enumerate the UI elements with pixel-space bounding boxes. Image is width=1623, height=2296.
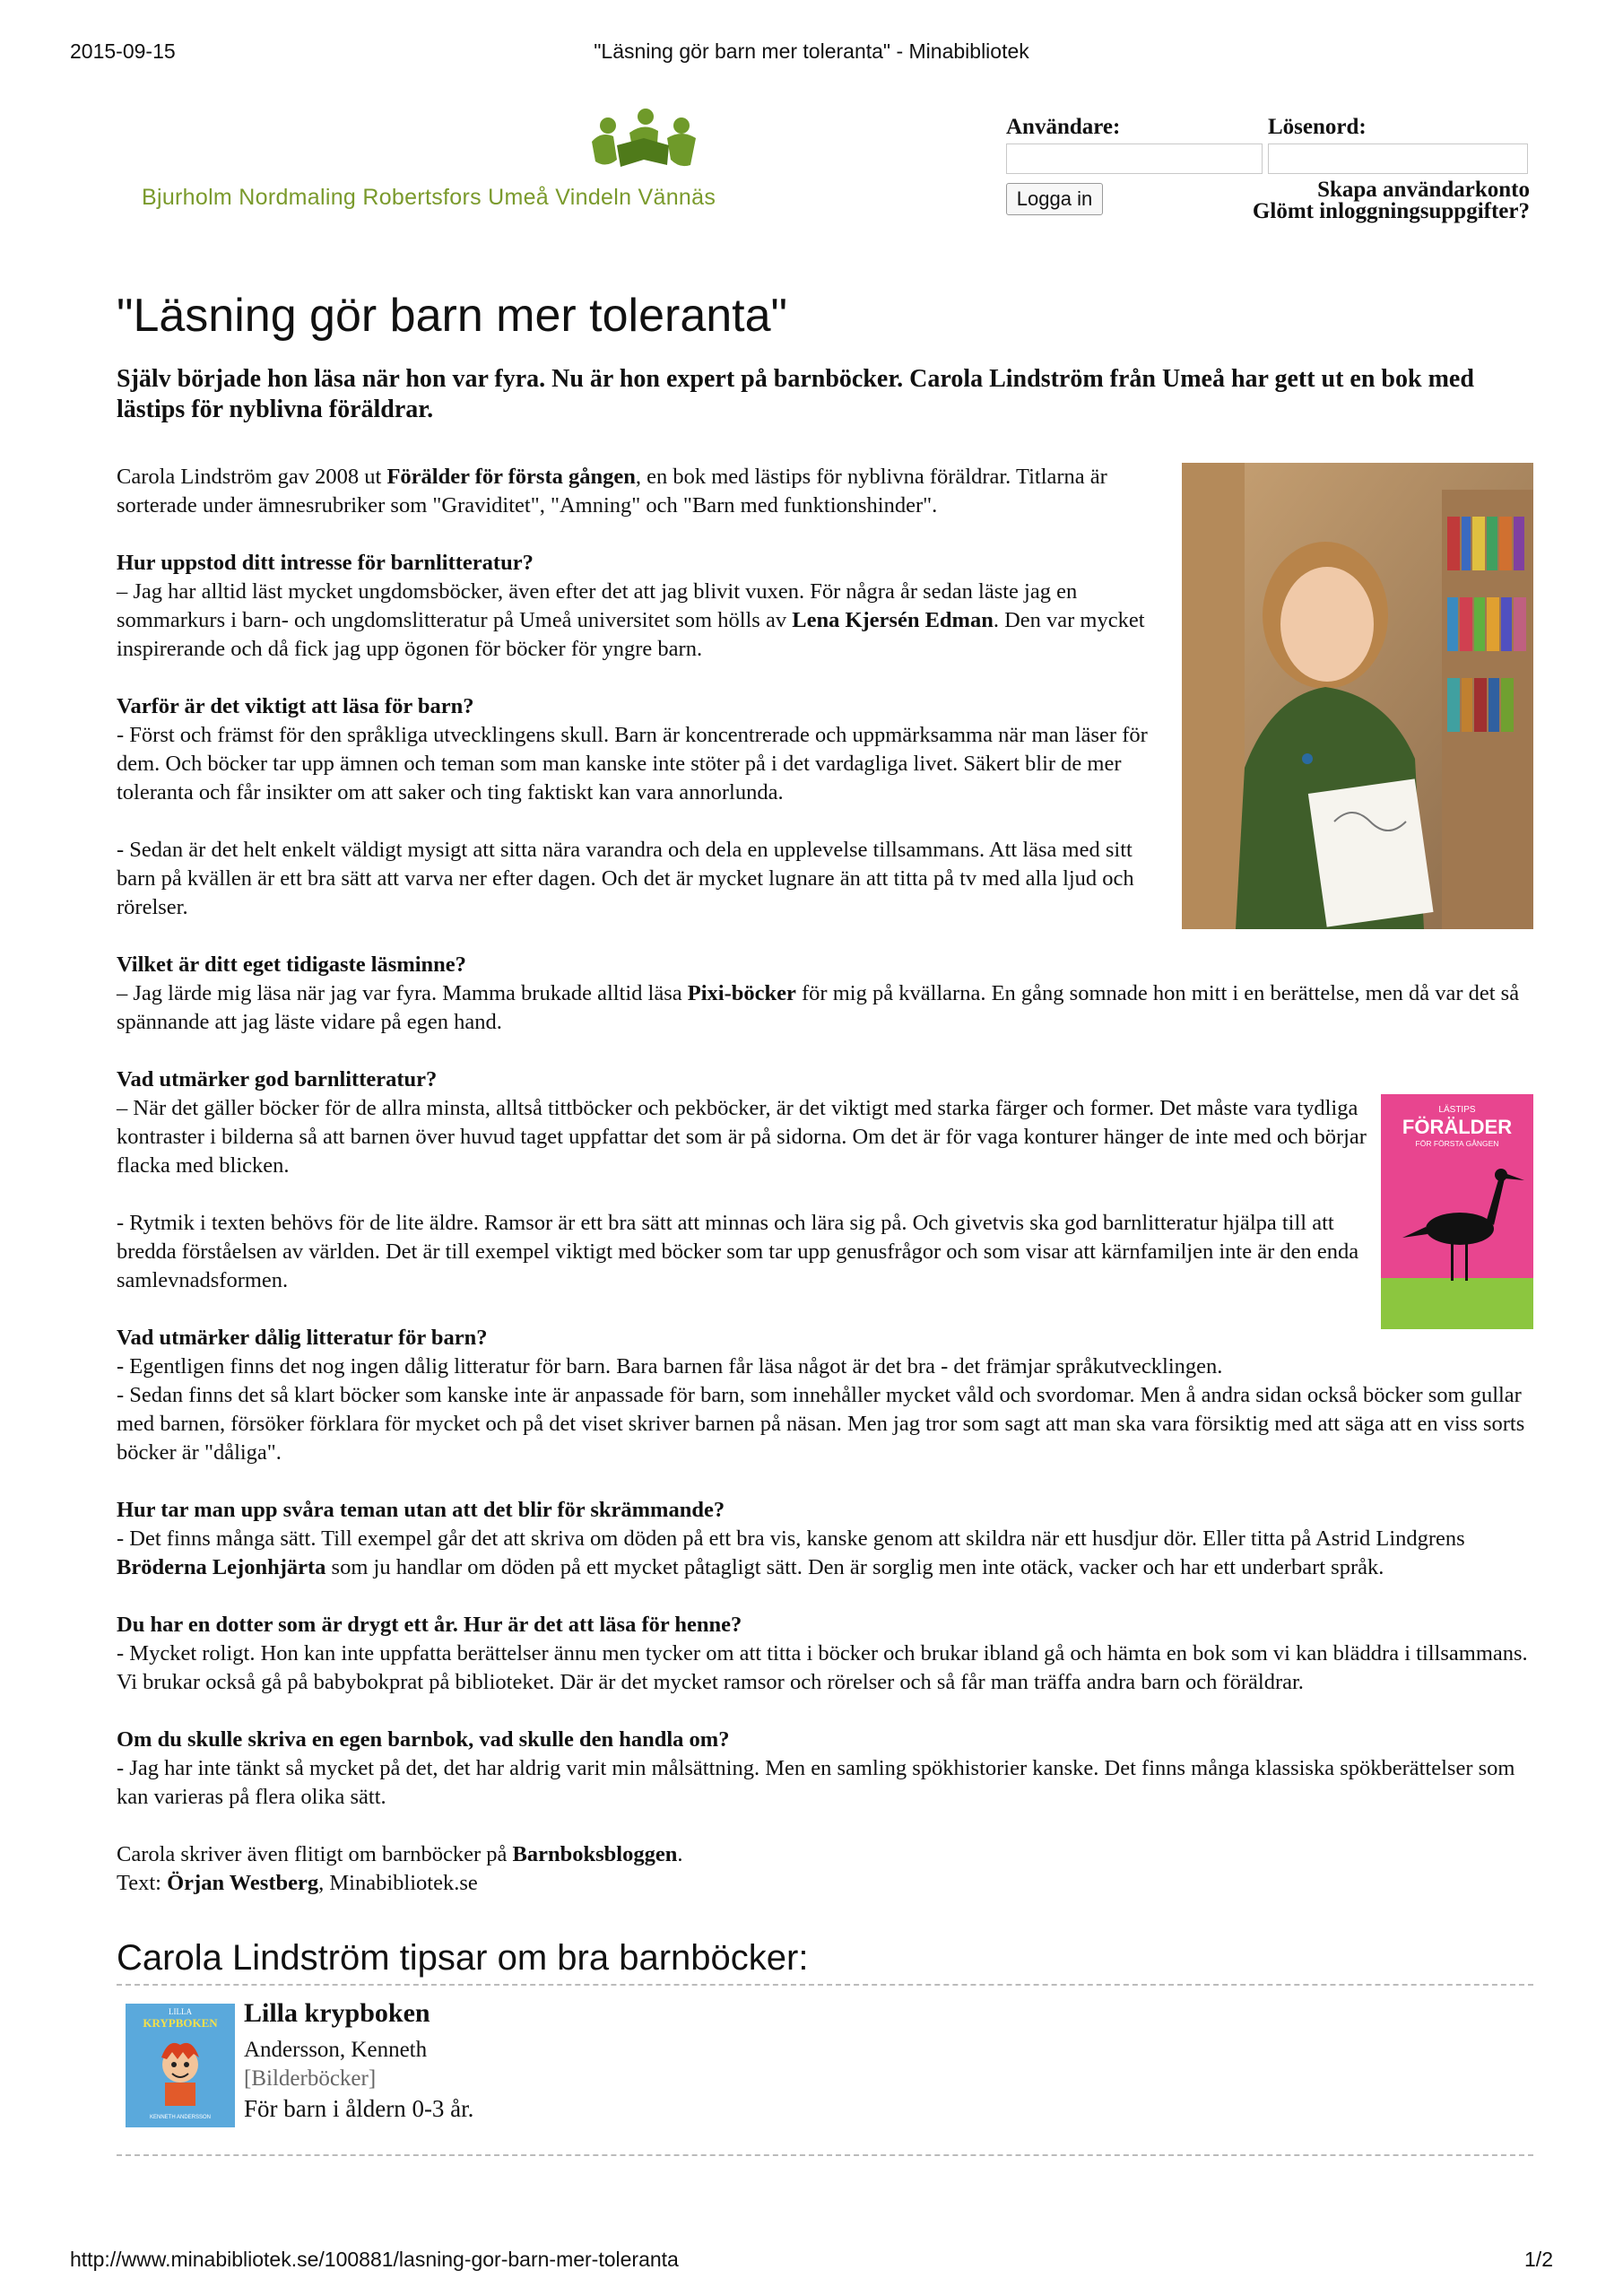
article-title: "Läsning gör barn mer toleranta"	[117, 290, 788, 342]
library-logo-icon	[581, 106, 707, 178]
byline-text-2: , Minabibliotek.se	[318, 1871, 478, 1895]
question-4: Vad utmärker god barnlitteratur?	[117, 1067, 438, 1091]
photo-illustration	[1182, 463, 1533, 929]
byline-text-1: Text:	[117, 1871, 168, 1895]
answer-3-text-1: – Jag lärde mig läsa när jag var fyra. Mamma brukade alltid läsa	[117, 981, 688, 1005]
book-item[interactable]	[117, 1996, 1533, 2156]
answer-1-name: Lena Kjersén Edman	[792, 608, 994, 632]
answer-8: - Jag har inte tänkt så mycket på det, det har aldrig varit min målsättning. Men en samling spökhistorier kanske. Det finns många klassiska spökberättelser som kan varieras på flera olika sätt.	[117, 1756, 1515, 1809]
print-title: "Läsning gör barn mer toleranta" - Minabibliotek	[594, 39, 1029, 63]
question-6: Hur tar man upp svåra teman utan att det blir för skrämmande?	[117, 1498, 725, 1522]
answer-1-text-2: . Den var mycket inspirerande och då fick jag upp ögonen för böcker för yngre barn.	[117, 608, 1145, 661]
answer-4b: - Rytmik i texten behövs för de lite äldre. Ramsor är ett bra sätt att minnas och lära sig på. Och givetvis ska god barnlitteratur hjälpa till att bredda förståelsen av världen. Det är till exempel viktigt med böcker som tar upp genusfrågor och som visar att kärnfamiljen inte är den enda samlevnadsformen.	[117, 1211, 1359, 1292]
question-8: Om du skulle skriva en egen barnbok, vad skulle den handla om?	[117, 1727, 730, 1752]
answer-3-book: Pixi-böcker	[687, 981, 796, 1005]
book-title[interactable]: Lilla krypboken	[244, 1998, 430, 2028]
krypboken-cover-illustration	[126, 2004, 235, 2127]
cover-title-text: FÖRÄLDER	[1402, 1116, 1513, 1138]
print-page-number: 1/2	[1524, 2248, 1553, 2271]
intro-text-1: Carola Lindström gav 2008 ut	[117, 465, 387, 489]
answer-5: - Egentligen finns det nog ingen dålig litteratur för barn. Bara barnen får läsa något är det bra - det främjar språkutvecklingen.	[117, 1354, 1223, 1378]
answer-6-text-2: som ju handlar om döden på ett mycket påtagligt sätt. Den är sorglig men inte otäck, vacker och har ett underbart språk.	[325, 1555, 1384, 1579]
username-label: Användare:	[1006, 115, 1121, 139]
answer-4: – När det gäller böcker för de allra minsta, alltså tittböcker och pekböcker, är det viktigt med starka färger och former. Det måste vara tydliga kontraster i bilderna så att barnen över huvud taget uppfattar det som är på sidorna. Om det är för vaga konturer hänger de inte med och börjar flacka med blicken.	[117, 1096, 1367, 1178]
stork-cover-illustration	[1381, 1094, 1533, 1329]
password-input[interactable]	[1268, 144, 1528, 174]
password-label: Lösenord:	[1268, 115, 1367, 139]
answer-6-text-1: - Det finns många sätt. Till exempel går det att skriva om döden på ett bra vis, kanske genom att skildra när ett husdjur dör. Eller titta på Astrid Lindgrens	[117, 1526, 1465, 1551]
article	[117, 287, 1533, 2156]
answer-2: - Först och främst för den språkliga utvecklingens skull. Barn är koncentrerade och uppmärksamma när man läser för dem. Och böcker tar upp ämnen och teman som man kanske inte stöter på i det vardagliga livet. Säkert blir de mer toleranta och får insikter om att saker och ting faktiskt kan vara annorlunda.	[117, 723, 1148, 804]
forgot-login-link[interactable]: Glömt inloggningsuppgifter?	[1252, 199, 1530, 223]
site-logo[interactable]	[142, 106, 716, 222]
book-thumbnail[interactable]	[126, 2004, 235, 2127]
book-author: Andersson, Kenneth	[244, 2038, 428, 2062]
answer-2b: - Sedan är det helt enkelt väldigt mysigt att sitta nära varandra och dela en upplevelse tillsammans. Att läsa med sitt barn på kvällen är ett bra sätt att varva ner efter dagen. Och det är mycket lugnare än att titta på tv med alla ljud och rörelser.	[117, 838, 1134, 919]
login-button[interactable]: Logga in	[1006, 183, 1103, 215]
book-cover-foralder	[1381, 1094, 1533, 1329]
question-5: Vad utmärker dålig litteratur för barn?	[117, 1326, 488, 1350]
print-url: http://www.minabibliotek.se/100881/lasning-gor-barn-mer-toleranta	[70, 2248, 679, 2271]
thumb-title-text: KRYPBOKEN	[143, 2016, 218, 2030]
question-2: Varför är det viktigt att läsa för barn?	[117, 694, 474, 718]
answer-6-book: Bröderna Lejonhjärta	[117, 1555, 326, 1579]
cover-top-text: LÄSTIPS	[1438, 1105, 1476, 1115]
byline-author: Örjan Westberg	[167, 1871, 319, 1895]
question-1: Hur uppstod ditt intresse för barnlitteratur?	[117, 551, 534, 575]
outro-text-2: .	[677, 1842, 683, 1866]
question-3: Vilket är ditt eget tidigaste läsminne?	[117, 952, 466, 977]
article-body	[117, 463, 1533, 1898]
book-age: För barn i åldern 0-3 år.	[244, 2095, 474, 2122]
username-input[interactable]	[1006, 144, 1263, 174]
intro-book-title: Förälder för första gången	[386, 465, 636, 489]
answer-1-text-1: – Jag har alltid läst mycket ungdomsböcker, även efter det att jag blivit vuxen. För några år sedan läste jag en sommarkurs i barn- och ungdomslitteratur på Umeå universitet som hölls av	[117, 579, 1078, 632]
print-header	[70, 39, 1553, 68]
login-form	[1006, 115, 1530, 231]
thumb-author-text: KENNETH ANDERSSON	[149, 2115, 212, 2120]
answer-5b: - Sedan finns det så klart böcker som kanske inte är anpassade för barn, som innehåller mycket våld och svordomar. Men å andra sidan också böcker som gullar med barnen, försöker förklara för mycket och på det viset skriver barnen på näsan. Men jag tror som sagt att man ska vara försiktig med att säga att en viss sorts böcker är "dåliga".	[117, 1383, 1525, 1465]
municipalities-text: Bjurholm Nordmaling Robertsfors Umeå Vindeln Vännäs	[142, 185, 716, 210]
print-date: 2015-09-15	[70, 39, 176, 63]
answer-7: - Mycket roligt. Hon kan inte uppfatta berättelser ännu men tycker om att titta i böcker och brukar ibland gå och hämta en bok som vi kan bläddra i tillsammans. Vi brukar också gå på babybokprat på biblioteket. Där är det mycket ramsor och rörelser och så får man träffa andra barn och föräldrar.	[117, 1641, 1528, 1694]
author-photo	[1182, 463, 1533, 929]
tips-heading: Carola Lindström tipsar om bra barnböcker:	[117, 1935, 1533, 1986]
print-footer	[70, 2248, 1553, 2276]
outro-text-1: Carola skriver även flitigt om barnböcker på	[117, 1842, 513, 1866]
book-genre: [Bilderböcker]	[244, 2066, 377, 2091]
intro-text-2: , en bok med lästips för nyblivna föräldrar. Titlarna är sorterade under ämnesrubriker som "Graviditet", "Amning" och "Barn med funktionshinder".	[117, 465, 1107, 517]
blog-link[interactable]: Barnboksbloggen	[512, 1842, 678, 1866]
cover-subtitle-text: FÖR FÖRSTA GÅNGEN	[1415, 1139, 1499, 1148]
thumb-top-text: LILLA	[169, 2007, 192, 2016]
question-7: Du har en dotter som är drygt ett år. Hur är det att läsa för henne?	[117, 1613, 742, 1637]
answer-3-text-2: för mig på kvällarna. En gång somnade hon mitt i en berättelse, men då var det så spännande att jag läste vidare på egen hand.	[117, 981, 1520, 1034]
create-account-link[interactable]: Skapa användarkonto	[1317, 178, 1530, 202]
article-lead: Själv började hon läsa när hon var fyra. Nu är hon expert på barnböcker. Carola Lindström från Umeå har gett ut en bok med lästips för nyblivna föräldrar.	[117, 365, 1474, 423]
